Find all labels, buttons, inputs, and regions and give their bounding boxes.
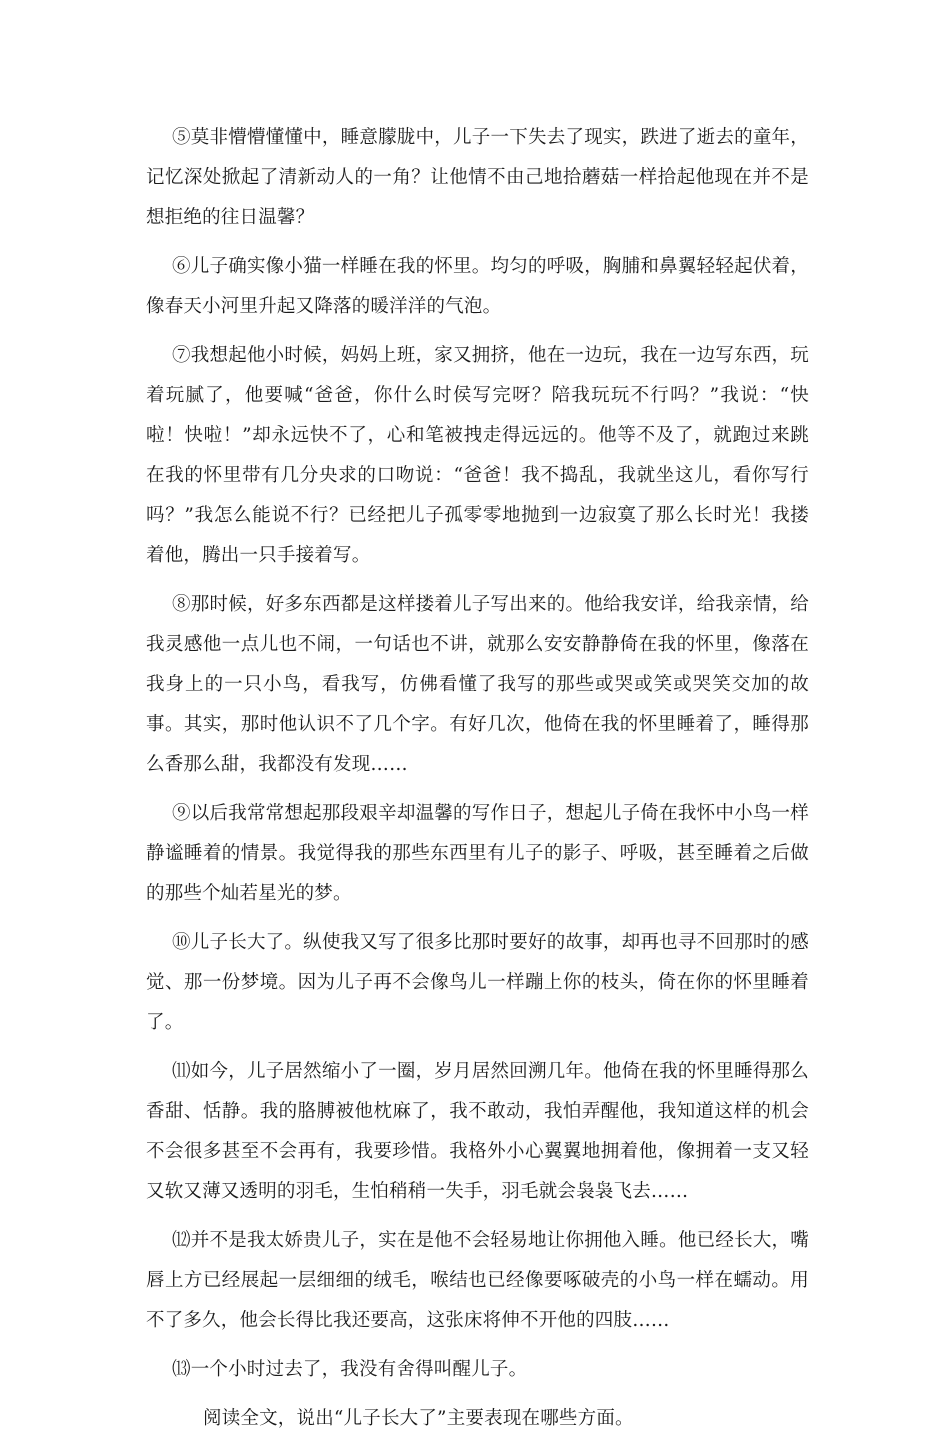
question-prompt: 阅读全文，说出“儿子长大了”主要表现在哪些方面。 [203, 1408, 634, 1429]
paragraph-6: ⑥儿子确实像小猫一样睡在我的怀里。均匀的呼吸，胸脯和鼻翼轻轻起伏着，像春天小河里升起又降落的暖洋洋的气泡。 [146, 256, 809, 317]
paragraph-9: ⑨以后我常常想起那段艰辛却温馨的写作日子，想起儿子倚在我怀中小鸟一样静谧睡着的情景。我觉得我的那些东西里有儿子的影子、呼吸，甚至睡着之后做的那些个灿若星光的梦。 [146, 803, 809, 904]
paragraph-12: ⑿并不是我太娇贵儿子，实在是他不会轻易地让你拥他入睡。他已经长大，嘴唇上方已经展起一层细细的绒毛，喉结也已经像要啄破壳的小鸟一样在蠕动。用不了多久，他会长得比我还要高，这张床将伸不开他的四肢…… [146, 1230, 809, 1331]
paragraph-11: ⑾如今，儿子居然缩小了一圈，岁月居然回溯几年。他倚在我的怀里睡得那么香甜、恬静。我的胳膊被他枕麻了，我不敢动，我怕弄醒他，我知道这样的机会不会很多甚至不会再有，我要珍惜。我格外小心翼翼地拥着他，像拥着一支又轻又软又薄又透明的羽毛，生怕稍稍一失手，羽毛就会袅袅飞去…… [146, 1061, 809, 1202]
paragraph-7: ⑦我想起他小时候，妈妈上班，家又拥挤，他在一边玩，我在一边写东西，玩着玩腻了，他要喊“爸爸，你什么时侯写完呀？陪我玩玩不行吗？”我说：“快啦！快啦！”却永远快不了，心和笔被拽走得远远的。他等不及了，就跑过来跳在我的怀里带有几分央求的口吻说：“爸爸！我不捣乱，我就坐这儿，看你写行吗？”我怎么能说不行？已经把儿子孤零零地抛到一边寂寞了那么长时光！我搂着他，腾出一只手接着写。 [146, 345, 809, 566]
paragraph-13: ⒀一个小时过去了，我没有舍得叫醒儿子。 [172, 1359, 528, 1380]
paragraph-10: ⑩儿子长大了。纵使我又写了很多比那时要好的故事，却再也寻不回那时的感觉、那一份梦境。因为儿子再不会像鸟儿一样蹦上你的枝头，倚在你的怀里睡着了。 [146, 932, 809, 1033]
paragraph-8: ⑧那时候，好多东西都是这样搂着儿子写出来的。他给我安详，给我亲情，给我灵感他一点儿也不闹，一句话也不讲，就那么安安静静倚在我的怀里，像落在我身上的一只小鸟，看我写，仿佛看懂了我写的那些或哭或笑或哭笑交加的故事。其实，那时他认识不了几个字。有好几次，他倚在我的怀里睡着了，睡得那么香那么甜，我都没有发现…… [146, 594, 809, 775]
document-page [146, 118, 809, 1439]
paragraph-5: ⑤莫非懵懵懂懂中，睡意朦胧中，儿子一下失去了现实，跌进了逝去的童年，记忆深处掀起了清新动人的一角？让他情不由己地拾蘑菇一样拾起他现在并不是想拒绝的往日温馨？ [146, 127, 809, 228]
